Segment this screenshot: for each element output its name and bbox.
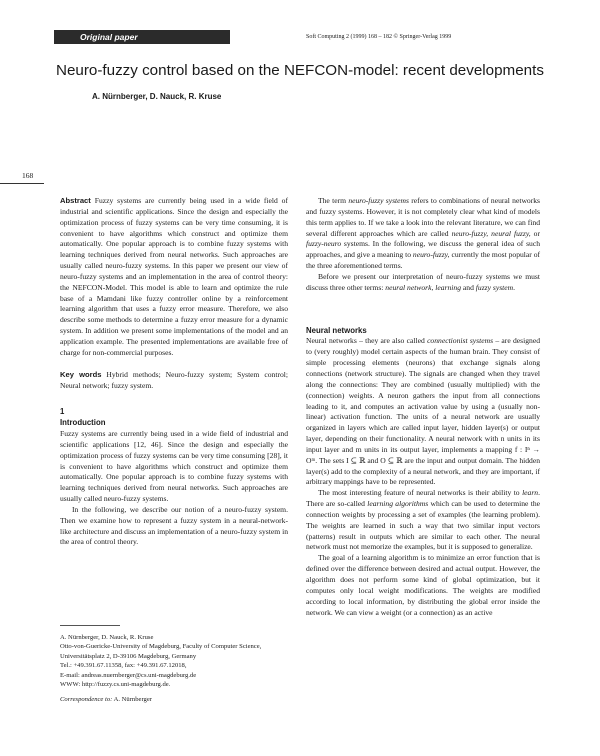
nn-paragraph-2: The most interesting feature of neural networks is their ability to learn. There are so-called learning algorithms which can be used to determine the connection weights by processing a set of examples (the learning problem). The weights are learned in such a way that two similar input vectors (patterns) result in outputs which are similar to each other. The neural network must not memorize the examples, but it is supposed to generalize. [306,488,540,552]
abstract [60,196,288,359]
affiliation-phone: Tel.: +49.391.67.11358, fax: +49.391.67.12018, [60,662,187,670]
paper-title: Neuro-fuzzy control based on the NEFCON-model: recent developments [56,62,544,79]
keywords-label: Key words [60,369,102,379]
journal-citation: Soft Computing 2 (1999) 168 – 182 © Springer-Verlag 1999 [306,34,452,40]
right-column [306,196,540,618]
right-paragraph-2: Before we present our interpretation of neuro-fuzzy systems we must discuss three other terms: neural network, learning and fuzzy system. [306,271,540,292]
affiliation-names: A. Nürnberger, D. Nauck, R. Kruse [60,634,154,641]
correspondence-label: Correspondence to: [60,696,113,704]
page-number: 168 [22,171,34,180]
footnote-rule [60,625,120,626]
affiliation-email: E-mail: andreas.nuernberger@cs.uni-magdeburg.de [60,671,197,679]
correspondence-name: A. Nürnberger [113,696,152,704]
correspondence [60,695,290,704]
abstract-label: Abstract [60,196,91,205]
section-heading-neural-networks: Neural networks [306,325,367,335]
section-heading-introduction: Introduction [60,418,106,428]
author-list: A. Nürnberger, D. Nauck, R. Kruse [92,92,222,101]
abstract-text: Fuzzy systems are currently being used in a wide field of industrial and scientific applications. Since the design and especially the optimization process of fuzzy systems can be very time consuming, it is convenient to have algorithms which construct and optimize them automatically. One popular approach is to combine fuzzy systems with learning techniques derived from neural networks. Such approaches are usually called neuro-fuzzy systems. In this paper we present our view of neuro-fuzzy systems and an implementation in the area of control theory: the NEFCON-Model. This model is able to learn and optimize the rule base of a Mamdani like fuzzy controller online by a reinforcement learning algorithm that uses a fuzzy error measure. Therefore, we also describe some methods to determine a fuzzy error measure for a dynamic system. In addition we present some implementations of the model and an application example. The presented implementations are available free of charge for non-commercial purposes. [60,196,289,357]
nn-paragraph-1: Neural networks – they are also called connectionist systems – are designed to (very roughly) model certain aspects of the human brain. They consist of simple processing elements (neurons) that exchange signals along connections (network structure). The signals are changed when they travel along the connections: They are combined (usually multiplied) with the (connection) weights. A neuron gathers the input from all connections leading to it, and computes an activation value by using a (usually non-linear) activation function. The units of a neural network are usually organized in layers which are called input layer, hidden layer(s) or output layer, depending on their functionality. A neural network with n units in its input layer and m units in its output layer, implements a mapping f : Iⁿ → Oᵐ. The sets I ⊆ ℝ and O ⊆ ℝ are the input and output domain. The hidden layer(s) add to the complexity of a neural network, and they are important, if arbitrary mappings have to be represented. [306,336,540,487]
intro-paragraph-1: Fuzzy systems are currently being used in a wide field of industrial and scientific applications [12, 46]. Since the design and especially the optimization process of fuzzy systems can be very time consuming [28], it is convenient to have algorithms which construct and optimize them automatically. One popular approach is to combine fuzzy systems with learning techniques derived from neural networks. Such approaches are usually called neuro-fuzzy systems. [60,429,288,504]
left-column [60,196,288,548]
section-number: 1 [60,407,65,417]
affiliation-footnote [60,625,290,705]
keywords-text: Hybrid methods; Neuro-fuzzy system; System control; Neural network; fuzzy system. [60,369,289,390]
intro-paragraph-2: In the following, we describe our notion of a neuro-fuzzy system. Then we examine how to represent a fuzzy system in a neural-network-like architecture and discuss an implementation of a neuro-fuzzy system in the area of control theory. [60,504,288,547]
affiliation-address: Otto-von-Guericke-University of Magdeburg, Faculty of Computer Science, Universitätsplatz 2, D-39106 Magdeburg, Germany [60,643,262,660]
page-number-rule [0,183,44,184]
affiliation-website: WWW: http://fuzzy.cs.uni-magdeburg.de. [60,681,171,689]
article-type-banner: Original paper [54,30,230,44]
right-paragraph-1: The term neuro-fuzzy systems refers to combinations of neural networks and fuzzy systems. However, it is not completely clear what kind of models this term applies to. If we take a look into the relevant literature, we can find several different approaches which are called neuro-fuzzy, neural fuzzy, or fuzzy-neuro systems. In the following, we discuss the general idea of such approaches, and give a meaning to neuro-fuzzy, currently the most popular of the three aforementioned terms. [306,196,541,271]
keywords [60,370,288,392]
nn-paragraph-3: The goal of a learning algorithm is to minimize an error function that is defined over the difference between desired and actual output. However, the algorithm does not perform some kind of global optimization, but it computes only local weight modifications. The weights are modified according to local information, by distributing the global error inside the network. We can view a weight (or a connection) as an active [306,553,540,617]
